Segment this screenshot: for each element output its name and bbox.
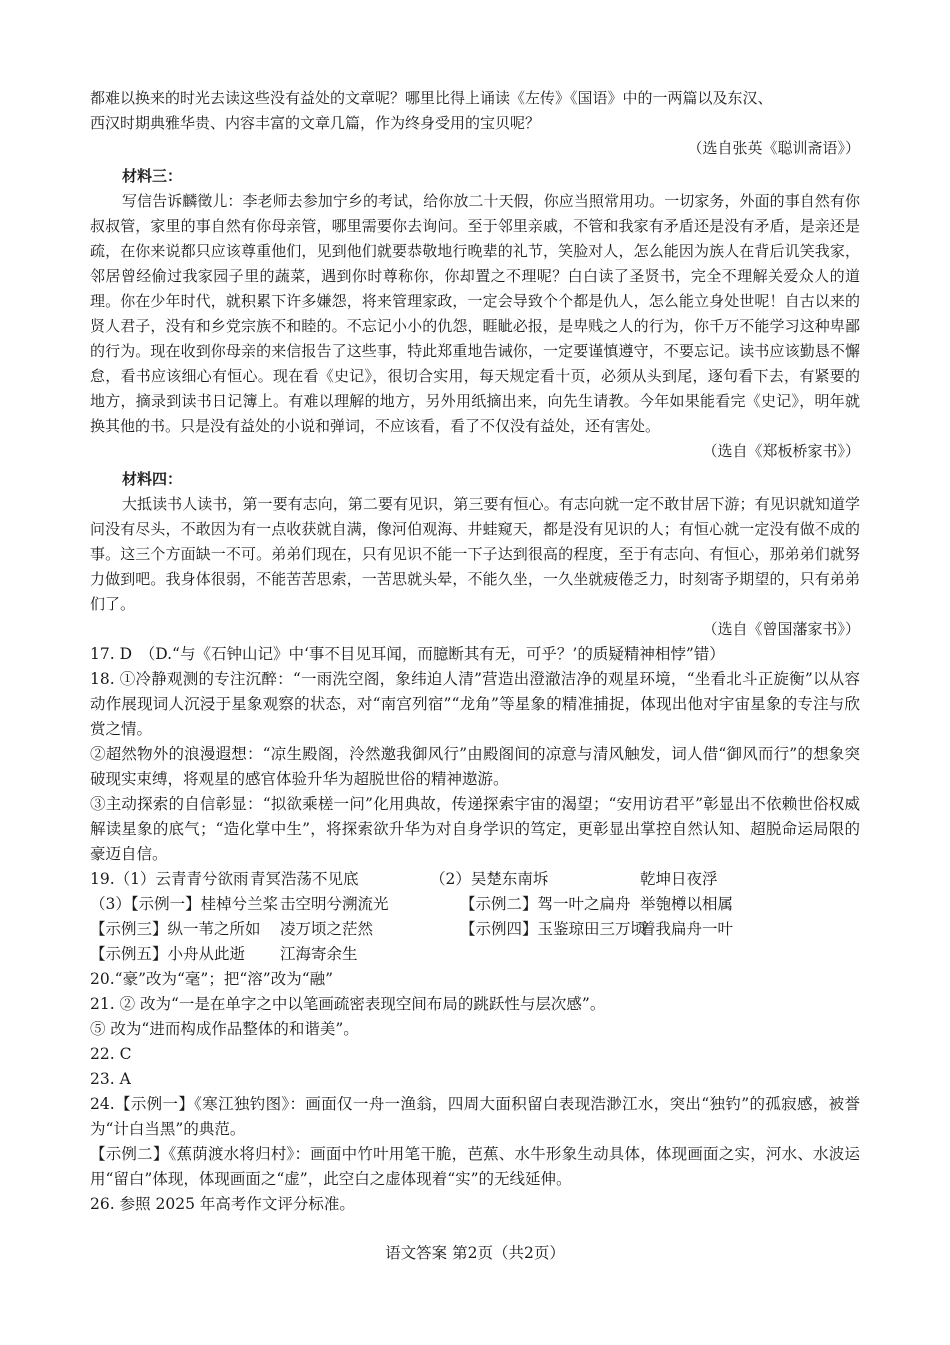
answer-19-cell: 着我扁舟一叶 (640, 920, 734, 938)
answer-18-part1: 18. ①冷静观测的专注沉醉：“一雨洗空阁，象纬迫人清”营造出澄澈洁净的观星环境，“坐看北斗正旋衡”以从容动作展现词人沉浸于星象观察的状态，对“南宫列宿”“龙角”等星象的精准捕捉，体现出他对宇宙星象的专注与欣赏之情。 (90, 670, 860, 738)
page-footer: 语文答案 第2页（共2页） (385, 1244, 565, 1262)
material2-line1: 都难以换来的时光去读这些没有益处的文章呢？哪里比得上诵读《左传》《国语》中的一两篇以及东汉、 (90, 89, 773, 107)
answer-19-cell: 举匏樽以相属 (640, 895, 734, 913)
answer-19-cell: 凌万顷之茫然 (280, 920, 374, 938)
material2-source: （选自张英《聪训斋语》） (687, 139, 860, 157)
answer-18-part2: ②超然物外的浪漫遐想：“凉生殿阁，泠然邀我御风行”由殿阁间的凉意与清风触发，词人借“御风而行”的想象突破现实束缚，将观星的感官体验升华为超脱世俗的精神遨游。 (90, 745, 860, 788)
answer-22: 22. C (90, 1045, 132, 1063)
answer-20: 20.“豪”改为“毫”；把“溶”改为“融” (90, 970, 334, 988)
answer-19-row2 (90, 892, 860, 917)
material2-line2: 西汉时期典雅华贵、内容丰富的文章几篇，作为终身受用的宝贝呢？ (90, 114, 541, 132)
answer-26: 26. 参照 2025 年高考作文评分标准。 (90, 1195, 355, 1213)
answer-24-part2: 【示例二】《蕉荫渡水将归村》：画面中竹叶用笔干脆，芭蕉、水牛形象生动具体，体现画面之实，河水、水波运用“留白”体现，体现画面之“虚”，此空白之虚体现着“实”的无线延伸。 (90, 1145, 860, 1188)
answer-19-cell: 乾坤日夜浮 (640, 870, 718, 888)
answer-19-cell: 19.（1）云青青兮欲雨 (90, 870, 249, 888)
answer-21-part2: ⑤ 改为“进而构成作品整体的和谐美”。 (90, 1020, 359, 1038)
answer-19-cell: 击空明兮溯流光 (280, 895, 389, 913)
answer-17: 17. D （D.“与《石钟山记》中‘事不目见耳闻，而臆断其有无，可乎？’的质疑精神相悖”错） (90, 645, 725, 663)
answer-19-cell: 青冥浩荡不见底 (250, 870, 359, 888)
material3-source: （选自《郑板桥家书》） (702, 442, 860, 460)
answer-19-row1 (90, 867, 860, 892)
answer-19-row3 (90, 917, 860, 942)
answer-21-part1: 21. ② 改为“一是在单字之中以笔画疏密表现空间布局的跳跃性与层次感”。 (90, 995, 606, 1013)
material4-source: （选自《曾国藩家书》） (702, 620, 860, 638)
answer-19-cell: （3）【示例一】桂棹兮兰桨 (90, 895, 279, 913)
answer-19-cell: 【示例四】玉鉴琼田三万顷 (460, 920, 647, 938)
answer-18-part3: ③主动探索的自信彰显：“拟欲乘槎一问”化用典故，传递探索宇宙的渴望；“安用访君平”彰显出不依赖世俗权威解读星象的底气；“造化掌中生”，将探索欲升华为对自身学识的笃定，更彰显出掌控自然认知、超脱命运局限的豪迈自信。 (90, 795, 860, 863)
material4-text: 大抵读书人读书，第一要有志向，第二要有见识，第三要有恒心。有志向就一定不敢甘居下游；有见识就知道学问没有尽头，不敢因为有一点收获就自满，像河伯观海、井蛙窥天，都是没有见识的人；有恒心就一定没有做不成的事。这三个方面缺一不可。弟弟们现在，只有见识不能一下子达到很高的程度，至于有志向、有恒心，那弟弟们就努力做到吧。我身体很弱，不能苦苦思索，一苦思就头晕，不能久坐，一久坐就疲倦乏力，时刻寄予期望的，只有弟弟们了。 (90, 495, 860, 613)
material3-heading: 材料三： (122, 167, 183, 185)
material3-text: 写信告诉麟徵儿：李老师去参加宁乡的考试，给你放二十天假，你应当照常用功。一切家务，外面的事自然有你叔叔管，家里的事自然有你母亲管，哪里需要你去询问。至于邻里亲戚，不管和我家有矛盾还是没有矛盾，是亲还是疏，在你来说都只应该尊重他们，见到他们就要恭敬地行晚辈的礼节，笑脸对人，怎么能因为族人在背后讥笑我家，邻居曾经偷过我家园子里的蔬菜，遇到你时尊称你，你却置之不理呢？白白读了圣贤书，完全不理解关爱众人的道理。你在少年时代，就积累下许多嫌怨，将来管理家政，一定会导致个个都是仇人，怎么能立身处世呢！自古以来的贤人君子，没有和乡党宗族不和睦的。不忘记小小的仇怨，睚眦必报，是卑贱之人的行为，你千万不能学习这种卑鄙的行为。现在收到你母亲的来信报告了这些事，特此郑重地告诫你，一定要谨慎遵守，不要忘记。读书应该勤恳不懈怠，看书应该细心有恒心。现在看《史记》，很切合实用，每天规定看十页，必须从头到尾，逐句看下去，有紧要的地方，摘录到读书日记簿上。有难以理解的地方，另外用纸摘出来，向先生请教。今年如果能看完《史记》，明年就换其他的书。只是没有益处的小说和弹词，不应该看，看了不仅没有益处，还有害处。 (90, 192, 860, 435)
answer-23: 23. A (90, 1070, 131, 1088)
answer-19-cell: 【示例二】驾一叶之扁舟 (460, 895, 631, 913)
answer-24-part1: 24.【示例一】《寒江独钓图》：画面仅一舟一渔翁，四周大面积留白表现浩渺江水，突出“独钓”的孤寂感，被誉为“计白当黑”的典范。 (90, 1095, 860, 1138)
material4-heading: 材料四： (122, 470, 183, 488)
answer-19-row4 (90, 942, 860, 967)
answer-page (90, 86, 860, 1217)
answer-19-cell: （2）吴楚东南坼 (430, 870, 549, 888)
answer-19-cell: 江海寄余生 (280, 945, 358, 963)
answer-19-cell: 【示例五】小舟从此逝 (90, 945, 246, 963)
answer-19-cell: 【示例三】纵一苇之所如 (90, 920, 261, 938)
